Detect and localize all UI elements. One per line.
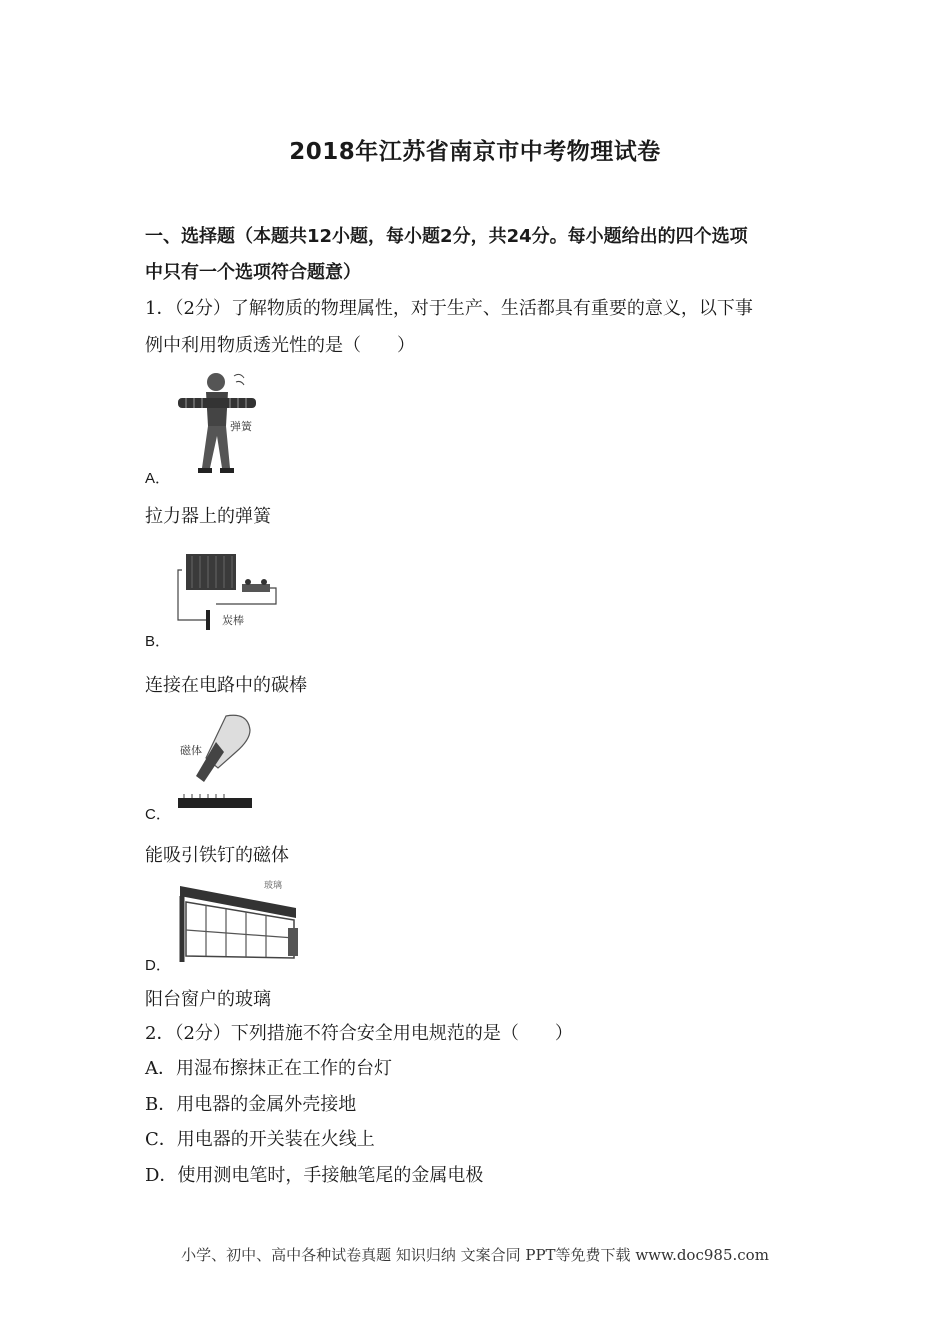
page-footer: 小学、初中、高中各种试卷真题 知识归纳 文案合同 PPT等免费下载 www.doc985.com bbox=[181, 1246, 769, 1264]
magnet-figure bbox=[176, 712, 256, 816]
option-d-letter: D． bbox=[145, 957, 171, 974]
question-2-option-a: A．用湿布擦抹正在工作的台灯 bbox=[145, 1058, 392, 1079]
option-d-caption: 阳台窗户的玻璃 bbox=[145, 989, 271, 1010]
question-1-stem-line-2: 例中利用物质透光性的是（ ） bbox=[145, 335, 415, 356]
question-2-option-d: D．使用测电笔时，手接触笔尾的金属电极 bbox=[145, 1165, 484, 1186]
question-2-option-c: C．用电器的开关装在火线上 bbox=[145, 1129, 375, 1150]
option-a-letter: A． bbox=[145, 470, 171, 487]
spring-exerciser-figure bbox=[172, 368, 262, 480]
option-c-letter: C． bbox=[145, 806, 171, 823]
page-title: 2018年江苏省南京市中考物理试卷 bbox=[289, 139, 661, 165]
option-a-caption: 拉力器上的弹簧 bbox=[145, 506, 271, 527]
section-heading-line-2: 中只有一个选项符合题意） bbox=[145, 262, 361, 283]
balcony-window-figure bbox=[176, 878, 304, 964]
question-2-option-b: B．用电器的金属外壳接地 bbox=[145, 1094, 357, 1115]
option-c-caption: 能吸引铁钉的磁体 bbox=[145, 845, 289, 866]
question-2-stem: 2．（2分）下列措施不符合安全用电规范的是（ ） bbox=[145, 1023, 573, 1044]
option-b-letter: B． bbox=[145, 633, 171, 650]
section-heading-line-1: 一、选择题（本题共12小题，每小题2分，共24分。每小题给出的四个选项 bbox=[145, 226, 748, 247]
glass-label: 玻璃 bbox=[264, 881, 283, 891]
carbon-rod-label: 炭棒 bbox=[222, 614, 244, 627]
option-b-caption: 连接在电路中的碳棒 bbox=[145, 675, 307, 696]
carbon-rod-circuit-figure bbox=[176, 548, 280, 640]
question-1-stem-line-1: 1．（2分）了解物质的物理属性，对于生产、生活都具有重要的意义，以下事 bbox=[145, 298, 753, 319]
spring-label: 弹簧 bbox=[230, 420, 252, 433]
magnet-label: 磁体 bbox=[180, 744, 202, 757]
